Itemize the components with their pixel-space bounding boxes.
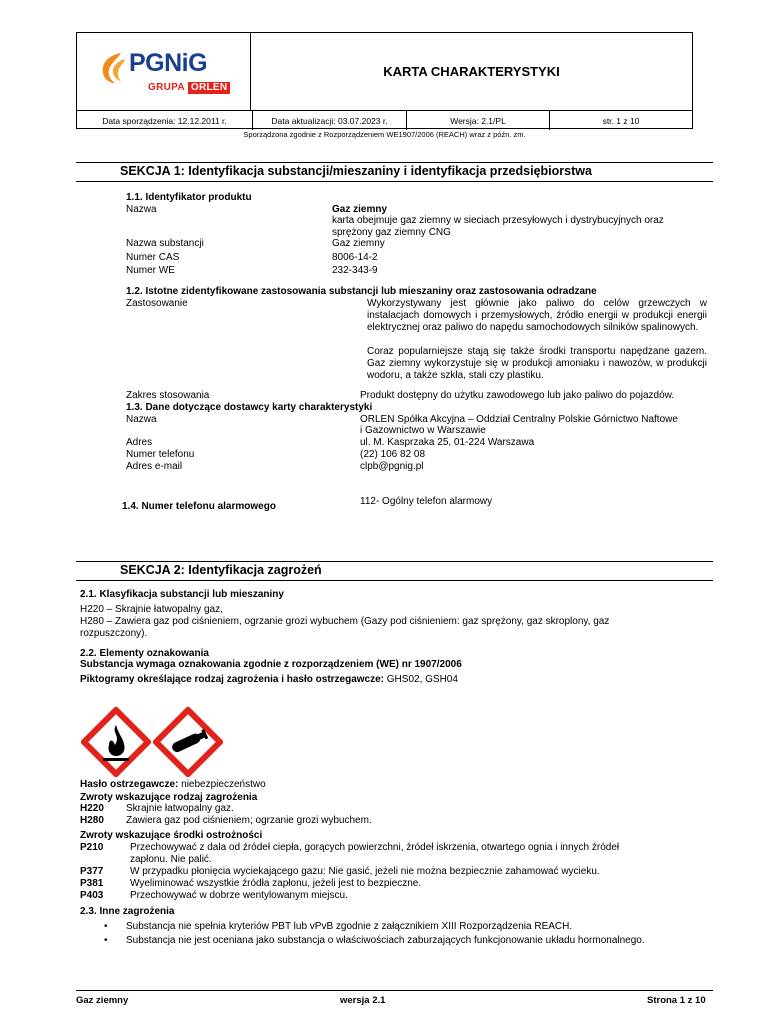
logo-group-label: GRUPA xyxy=(148,82,185,93)
use-text-2: Coraz popularniejsze stają się także środki transportu napędzane gazem. Gaz ziemny wykorzystuje się w produkcji amoniaku i nawozów, w produkcji wodoru, a także szkła, stali czy plastiku. xyxy=(367,346,707,381)
footer-page: Strona 1 z 10 xyxy=(647,995,706,1006)
s12-title: 1.2. Istotne zidentyfikowane zastosowania substancji lub mieszaniny oraz zastosowania odradzane xyxy=(126,286,597,297)
pictograms-value: GHS02, GSH04 xyxy=(384,674,458,685)
h280-line-1: H280 – Zawiera gaz pod ciśnieniem, ogrzanie grozi wybuchem (Gazy pod ciśnieniem: gaz sprężony, gaz skroplony, gaz xyxy=(80,616,610,627)
signal-line xyxy=(80,779,266,791)
name-value: Gaz ziemny xyxy=(332,204,388,215)
h280-line-2: rozpuszczony). xyxy=(80,628,148,639)
address-label: Adres xyxy=(126,437,153,448)
address-value: ul. M. Kasprzaka 25, 01-224 Warszawa xyxy=(360,437,535,448)
email-value: clpb@pgnig.pl xyxy=(360,461,424,472)
bullet-icon: • xyxy=(104,935,108,946)
precaution-text-p210-1: Przechowywać z dala od źródeł ciepła, gorących powierzchni, źródeł iskrzenia, otwartego ognia i innych źródeł xyxy=(130,842,620,853)
use-label: Zastosowanie xyxy=(126,298,188,309)
supplier-name-1: ORLEN Spółka Akcyjna – Oddział Centralny Polskie Górnictwo Naftowe xyxy=(360,414,678,425)
name-desc-2: sprężony gaz ziemny CNG xyxy=(332,227,451,238)
section2-top-rule xyxy=(76,561,713,562)
logo xyxy=(77,33,251,110)
name-desc-1: karta obejmuje gaz ziemny w sieciach przesyłowych i dystrybucyjnych oraz xyxy=(332,215,664,226)
hazard-text-h220: Skrajnie łatwopalny gaz. xyxy=(126,803,234,814)
phone-label: Numer telefonu xyxy=(126,449,195,460)
name-label: Nazwa xyxy=(126,204,157,215)
section1-title: SEKCJA 1: Identyfikacja substancji/mieszaniny i identyfikacja przedsiębiorstwa xyxy=(120,164,592,178)
cas-label: Numer CAS xyxy=(126,252,180,263)
precaution-text-p381: Wyeliminować wszystkie źródła zapłonu, jeżeli jest to bezpieczne. xyxy=(130,878,422,889)
pictograms-label: Piktogramy określające rodzaj zagrożenia i hasło ostrzegawcze: xyxy=(80,674,384,685)
footer-product: Gaz ziemny xyxy=(76,995,129,1006)
hazard-statements-title: Zwroty wskazujące rodzaj zagrożenia xyxy=(80,792,258,803)
precaution-code-p377: P377 xyxy=(80,866,104,877)
precaution-text-p403: Przechowywać w dobrze wentylowanym miejscu. xyxy=(130,890,348,901)
page-number: str. 1 z 10 xyxy=(602,115,640,126)
bullet-icon: • xyxy=(104,921,108,932)
precaution-code-p381: P381 xyxy=(80,878,104,889)
logo-orlen: ORLEN xyxy=(188,82,231,94)
s14-value: 112- Ogólny telefon alarmowy xyxy=(360,496,493,507)
cas-value: 8006-14-2 xyxy=(332,252,378,263)
footer-rule xyxy=(76,990,713,991)
s21-title: 2.1. Klasyfikacja substancji lub mieszaniny xyxy=(80,589,284,600)
precaution-statements-title: Zwroty wskazujące środki ostrożności xyxy=(80,830,263,841)
s13-title: 1.3. Dane dotyczące dostawcy karty charakterystyki xyxy=(126,402,373,413)
document-title: KARTA CHARAKTERYSTYKI xyxy=(383,63,560,79)
precaution-code-p210: P210 xyxy=(80,842,104,853)
hazard-code-h280: H280 xyxy=(80,815,104,826)
version: Wersja: 2.1/PL xyxy=(407,111,550,130)
logo-group xyxy=(148,82,230,94)
hazard-code-h220: H220 xyxy=(80,803,104,814)
labeling-requirement: Substancja wymaga oznakowania zgodnie z rozporządzeniem (WE) nr 1907/2006 xyxy=(80,659,462,670)
hazard-text-h280: Zawiera gaz pod ciśnieniem; ogrzanie grozi wybuchem. xyxy=(126,815,372,826)
scope-value: Produkt dostępny do użytku zawodowego lub jako paliwo do pojazdów. xyxy=(360,390,675,401)
s11-title: 1.1. Identyfikator produktu xyxy=(126,192,252,203)
other-hazard-1: Substancja nie spełnia kryteriów PBT lub vPvB zgodnie z załącznikiem XIII Rozporządzenia REACH. xyxy=(126,921,573,932)
substance-value: Gaz ziemny xyxy=(332,238,385,249)
substance-label: Nazwa substancji xyxy=(126,238,204,249)
section2-bottom-rule xyxy=(76,580,713,581)
logo-wordmark: PGNiG xyxy=(129,49,208,77)
pictograms-line xyxy=(80,674,458,686)
footer-version: wersja 2.1 xyxy=(340,995,386,1006)
supplier-name-2: i Gazownictwo w Warszawie xyxy=(360,425,486,436)
updated-date: Data aktualizacji: 03.07.2023 r. xyxy=(253,111,407,130)
we-value: 232-343-9 xyxy=(332,265,378,276)
s22-title: 2.2. Elementy oznakowania xyxy=(80,648,209,659)
reach-note: Sporządzona zgodnie z Rozporządzeniem WE1907/2006 (REACH) wraz z późn. zm. xyxy=(243,130,526,139)
we-label: Numer WE xyxy=(126,265,175,276)
document-header xyxy=(76,32,693,129)
section1-bottom-rule xyxy=(76,181,713,182)
signal-value: niebezpieczeństwo xyxy=(178,779,266,790)
section1-top-rule xyxy=(76,162,713,163)
supplier-name-label: Nazwa xyxy=(126,414,157,425)
precaution-text-p210-2: zapłonu. Nie palić. xyxy=(130,854,212,865)
ghs04-gas-cylinder-icon xyxy=(153,707,223,777)
created-date: Data sporządzenia: 12.12.2011 r. xyxy=(77,111,253,130)
precaution-code-p403: P403 xyxy=(80,890,104,901)
use-text-1: Wykorzystywany jest głównie jako paliwo do celów grzewczych w instalacjach domowych i przemysłowych, źródło energii w produkcji energii elektrycznej oraz paliwo do napędu samochodowych silników spalinowych. xyxy=(367,298,707,333)
phone-value: (22) 106 82 08 xyxy=(360,449,426,460)
ghs02-flame-icon xyxy=(81,707,151,777)
other-hazard-2: Substancja nie jest oceniana jako substancja o właściwościach zaburzających funkcjonowanie układu hormonalnego. xyxy=(126,935,645,946)
header-meta-row xyxy=(77,110,692,130)
section2-title: SEKCJA 2: Identyfikacja zagrożeń xyxy=(120,563,322,577)
s23-title: 2.3. Inne zagrożenia xyxy=(80,906,175,917)
signal-label: Hasło ostrzegawcze: xyxy=(80,779,179,790)
s14-title: 1.4. Numer telefonu alarmowego xyxy=(122,501,276,512)
h220-line: H220 – Skrajnie łatwopalny gaz, xyxy=(80,604,223,615)
scope-label: Zakres stosowania xyxy=(126,390,210,401)
email-label: Adres e-mail xyxy=(126,461,183,472)
flame-logo-icon xyxy=(99,51,129,85)
precaution-text-p377: W przypadku płonięcia wyciekającego gazu: Nie gasić, jeżeli nie można bezpiecznie zahamować wycieku. xyxy=(130,866,600,877)
